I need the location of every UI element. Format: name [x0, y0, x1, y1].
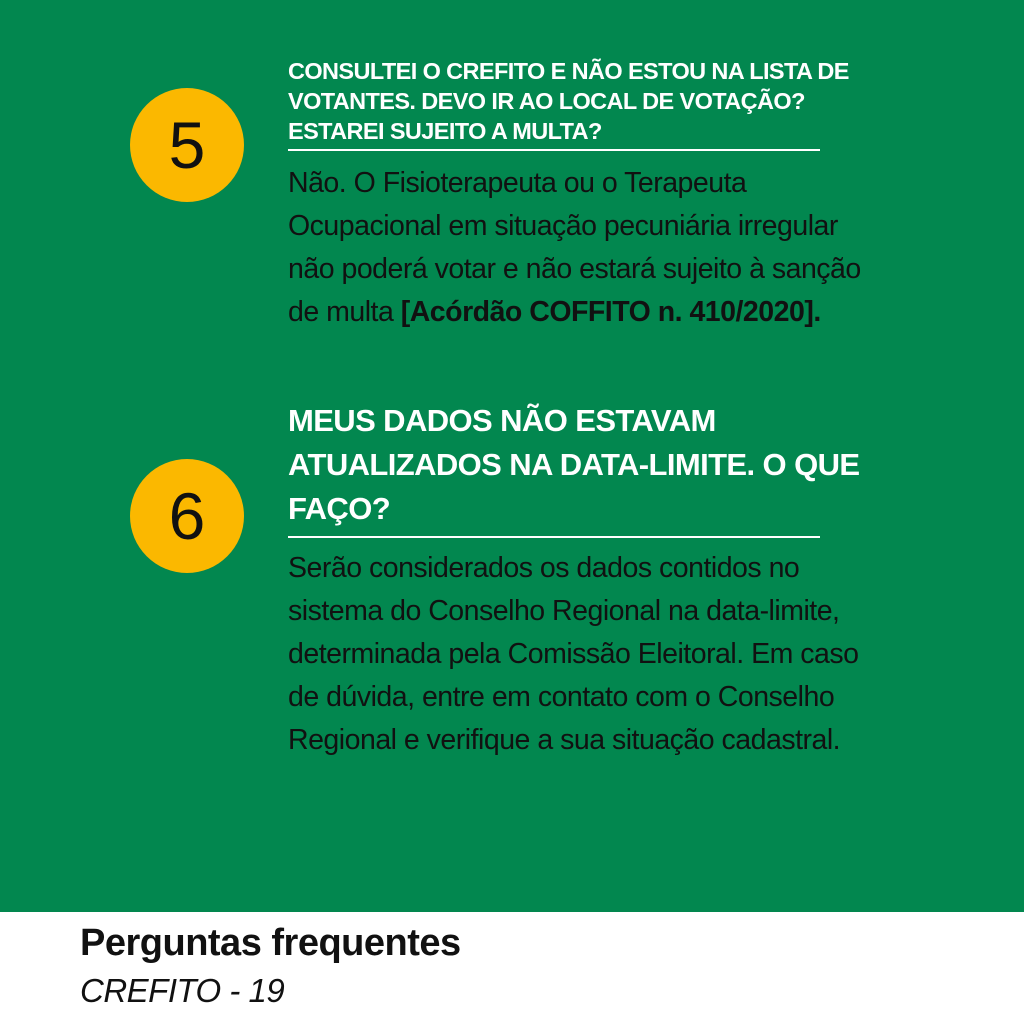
footer-title: Perguntas frequentes: [80, 922, 461, 964]
number-badge-6: [130, 459, 244, 573]
question-6-divider: [288, 536, 820, 538]
answer-5-body: Não. O Fisioterapeuta ou o Terapeuta Ocupacional em situação pecuniária irregular não poderá votar e não estará sujeito à sanção de multa: [288, 167, 861, 328]
number-badge-5: [130, 88, 244, 202]
answer-5-text: [288, 162, 868, 334]
answer-5-citation: [Acórdão COFFITO n. 410/2020].: [400, 296, 821, 328]
footer-subtitle: CREFITO - 19: [80, 972, 285, 1009]
number-5-label: 5: [168, 108, 206, 182]
question-5-title: CONSULTEI O CREFITO E NÃO ESTOU NA LISTA DE VOTANTES. DEVO IR AO LOCAL DE VOTAÇÃO? ESTAREI SUJEITO A MULTA?: [288, 58, 849, 144]
answer-6-text: Serão considerados os dados contidos no sistema do Conselho Regional na data-limite, determinada pela Comissão Eleitoral. Em caso de dúvida, entre em contato com o Conselho Regional e verifique a sua situação cadastral.: [288, 552, 859, 756]
question-6-title: MEUS DADOS NÃO ESTAVAM ATUALIZADOS NA DATA-LIMITE. O QUE FAÇO?: [288, 403, 860, 526]
question-5-divider: [288, 149, 820, 151]
number-6-label: 6: [168, 479, 206, 553]
